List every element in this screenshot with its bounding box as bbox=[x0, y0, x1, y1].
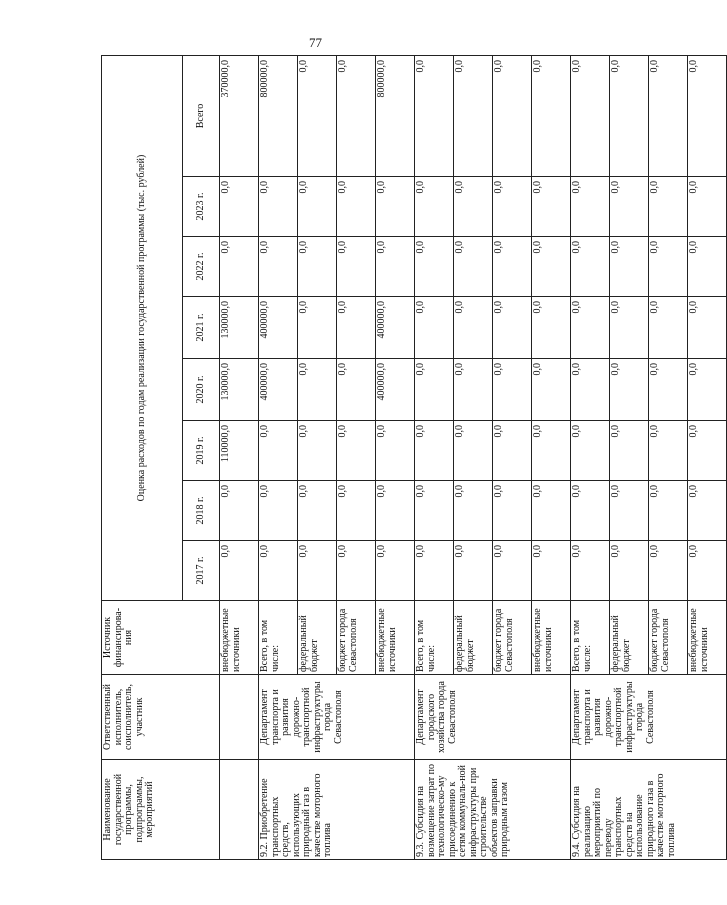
year-value: 0,0 bbox=[298, 237, 337, 297]
year-value: 0,0 bbox=[220, 237, 259, 297]
rotated-table-container bbox=[101, 56, 710, 860]
header-year: 2022 г. bbox=[183, 237, 220, 297]
year-value: 0,0 bbox=[688, 297, 727, 359]
header-year: 2019 г. bbox=[183, 421, 220, 481]
funding-source: федеральный бюджет bbox=[610, 601, 649, 675]
funding-source: внебюджетные источники bbox=[376, 601, 415, 675]
year-value: 400000,0 bbox=[259, 297, 298, 359]
funding-source: внебюджетные источники bbox=[688, 601, 727, 675]
year-value: 0,0 bbox=[571, 541, 610, 601]
expenditure-table bbox=[101, 55, 727, 860]
total-value: 800000,0 bbox=[259, 56, 298, 177]
year-value: 0,0 bbox=[571, 359, 610, 421]
year-value: 0,0 bbox=[259, 177, 298, 237]
total-value: 0,0 bbox=[649, 56, 688, 177]
year-value: 0,0 bbox=[532, 421, 571, 481]
page-number: 77 bbox=[309, 35, 322, 50]
year-value: 0,0 bbox=[259, 541, 298, 601]
year-value: 0,0 bbox=[415, 297, 454, 359]
year-value: 0,0 bbox=[415, 177, 454, 237]
year-value: 0,0 bbox=[532, 359, 571, 421]
year-value: 0,0 bbox=[610, 297, 649, 359]
year-value: 0,0 bbox=[337, 481, 376, 541]
year-value: 0,0 bbox=[298, 481, 337, 541]
table-body bbox=[220, 56, 727, 860]
year-value: 0,0 bbox=[688, 359, 727, 421]
table-row bbox=[220, 56, 259, 860]
year-value: 0,0 bbox=[688, 541, 727, 601]
header-estimate: Оценка расходов по годам реализации государственной программы (тыс. рублей) bbox=[102, 56, 183, 601]
year-value: 0,0 bbox=[259, 421, 298, 481]
year-value: 400000,0 bbox=[376, 359, 415, 421]
table-row bbox=[571, 56, 610, 860]
year-value: 0,0 bbox=[571, 481, 610, 541]
year-value: 0,0 bbox=[298, 421, 337, 481]
year-value: 0,0 bbox=[415, 541, 454, 601]
year-value: 0,0 bbox=[532, 177, 571, 237]
total-value: 0,0 bbox=[454, 56, 493, 177]
year-value: 0,0 bbox=[298, 359, 337, 421]
year-value: 0,0 bbox=[688, 421, 727, 481]
year-value: 0,0 bbox=[649, 541, 688, 601]
year-value: 0,0 bbox=[454, 177, 493, 237]
year-value: 0,0 bbox=[337, 541, 376, 601]
total-value: 0,0 bbox=[298, 56, 337, 177]
funding-source: бюджет города Севастополя bbox=[337, 601, 376, 675]
total-value: 0,0 bbox=[610, 56, 649, 177]
total-value: 0,0 bbox=[532, 56, 571, 177]
table-row bbox=[259, 56, 298, 860]
year-value: 0,0 bbox=[454, 541, 493, 601]
year-value: 0,0 bbox=[415, 421, 454, 481]
total-value: 370000,0 bbox=[220, 56, 259, 177]
table-row bbox=[415, 56, 454, 860]
year-value: 0,0 bbox=[610, 481, 649, 541]
total-value: 0,0 bbox=[571, 56, 610, 177]
year-value: 400000,0 bbox=[376, 297, 415, 359]
year-value: 0,0 bbox=[571, 421, 610, 481]
funding-source: федеральный бюджет bbox=[454, 601, 493, 675]
year-value: 110000,0 bbox=[220, 421, 259, 481]
year-value: 0,0 bbox=[337, 359, 376, 421]
funding-source: Всего, в том числе: bbox=[415, 601, 454, 675]
year-value: 0,0 bbox=[220, 541, 259, 601]
year-value: 0,0 bbox=[376, 421, 415, 481]
responsible-executor bbox=[220, 675, 259, 760]
header-year: 2023 г. bbox=[183, 177, 220, 237]
year-value: 0,0 bbox=[337, 177, 376, 237]
year-value: 0,0 bbox=[610, 541, 649, 601]
year-value: 0,0 bbox=[493, 421, 532, 481]
year-value: 0,0 bbox=[610, 177, 649, 237]
year-value: 400000,0 bbox=[259, 359, 298, 421]
year-value: 0,0 bbox=[571, 237, 610, 297]
year-value: 0,0 bbox=[532, 541, 571, 601]
year-value: 0,0 bbox=[532, 237, 571, 297]
year-value: 0,0 bbox=[493, 481, 532, 541]
year-value: 0,0 bbox=[415, 359, 454, 421]
total-value: 0,0 bbox=[337, 56, 376, 177]
header-year: 2018 г. bbox=[183, 481, 220, 541]
total-value: 0,0 bbox=[688, 56, 727, 177]
year-value: 0,0 bbox=[688, 237, 727, 297]
header-year: 2021 г. bbox=[183, 297, 220, 359]
total-value: 0,0 bbox=[415, 56, 454, 177]
header-name: Наименование государственной программы, подпрограммы, мероприятий bbox=[102, 760, 220, 860]
year-value: 130000,0 bbox=[220, 297, 259, 359]
year-value: 0,0 bbox=[298, 297, 337, 359]
year-value: 0,0 bbox=[649, 359, 688, 421]
year-value: 0,0 bbox=[376, 237, 415, 297]
year-value: 0,0 bbox=[454, 359, 493, 421]
year-value: 0,0 bbox=[493, 359, 532, 421]
year-value: 0,0 bbox=[376, 541, 415, 601]
year-value: 130000,0 bbox=[220, 359, 259, 421]
year-value: 0,0 bbox=[415, 237, 454, 297]
year-value: 0,0 bbox=[454, 297, 493, 359]
year-value: 0,0 bbox=[493, 177, 532, 237]
total-value: 800000,0 bbox=[376, 56, 415, 177]
year-value: 0,0 bbox=[610, 237, 649, 297]
year-value: 0,0 bbox=[571, 297, 610, 359]
year-value: 0,0 bbox=[415, 481, 454, 541]
funding-source: федеральный бюджет bbox=[298, 601, 337, 675]
year-value: 0,0 bbox=[376, 177, 415, 237]
header-year: 2020 г. bbox=[183, 359, 220, 421]
year-value: 0,0 bbox=[649, 177, 688, 237]
year-value: 0,0 bbox=[376, 481, 415, 541]
year-value: 0,0 bbox=[649, 421, 688, 481]
year-value: 0,0 bbox=[649, 481, 688, 541]
year-value: 0,0 bbox=[649, 237, 688, 297]
year-value: 0,0 bbox=[259, 237, 298, 297]
year-value: 0,0 bbox=[337, 297, 376, 359]
year-value: 0,0 bbox=[259, 481, 298, 541]
year-value: 0,0 bbox=[610, 421, 649, 481]
year-value: 0,0 bbox=[610, 359, 649, 421]
responsible-executor: Департамент городского хозяйства города Севастополя bbox=[415, 675, 571, 760]
measure-name bbox=[220, 760, 259, 860]
year-value: 0,0 bbox=[298, 541, 337, 601]
year-value: 0,0 bbox=[493, 541, 532, 601]
year-value: 0,0 bbox=[571, 177, 610, 237]
year-value: 0,0 bbox=[454, 421, 493, 481]
year-value: 0,0 bbox=[454, 237, 493, 297]
year-value: 0,0 bbox=[688, 481, 727, 541]
funding-source: бюджет города Севастополя bbox=[649, 601, 688, 675]
year-value: 0,0 bbox=[532, 297, 571, 359]
header-total: Всего bbox=[183, 56, 220, 177]
header-executor: Ответственный исполнитель, соисполнитель, участник bbox=[102, 675, 220, 760]
year-value: 0,0 bbox=[493, 237, 532, 297]
year-value: 0,0 bbox=[532, 481, 571, 541]
responsible-executor: Департамент транспорта и развития дорожно-транспортной инфраструктуры города Севастополя bbox=[259, 675, 415, 760]
year-value: 0,0 bbox=[298, 177, 337, 237]
year-value: 0,0 bbox=[688, 177, 727, 237]
measure-name: 9.2. Приобретение транспортных средств, использующих природный газ в качестве моторного топлива bbox=[259, 760, 415, 860]
header-source: Источник финансирова-ния bbox=[102, 601, 220, 675]
funding-source: внебюджетные источники bbox=[220, 601, 259, 675]
funding-source: бюджет города Севастополя bbox=[493, 601, 532, 675]
year-value: 0,0 bbox=[493, 297, 532, 359]
year-value: 0,0 bbox=[337, 421, 376, 481]
year-value: 0,0 bbox=[220, 177, 259, 237]
year-value: 0,0 bbox=[454, 481, 493, 541]
total-value: 0,0 bbox=[493, 56, 532, 177]
header-year: 2017 г. bbox=[183, 541, 220, 601]
measure-name: 9.3. Субсидия на возмещение затрат по технологическо-му присоединению к сетям коммуналь-ной инфраструктуры при строительстве объектов заправки природным газом bbox=[415, 760, 571, 860]
funding-source: Всего, в том числе: bbox=[259, 601, 298, 675]
year-value: 0,0 bbox=[220, 481, 259, 541]
year-value: 0,0 bbox=[649, 297, 688, 359]
responsible-executor: Департамент транспорта и развития дорожно-транспортной инфраструктуры города Севастополя bbox=[571, 675, 727, 760]
measure-name: 9.4. Субсидия на реализацию мероприятий по переводу транспортных средств на использование природного газа в качестве моторного топлива bbox=[571, 760, 727, 860]
funding-source: внебюджетные источники bbox=[532, 601, 571, 675]
year-value: 0,0 bbox=[337, 237, 376, 297]
funding-source: Всего, в том числе: bbox=[571, 601, 610, 675]
